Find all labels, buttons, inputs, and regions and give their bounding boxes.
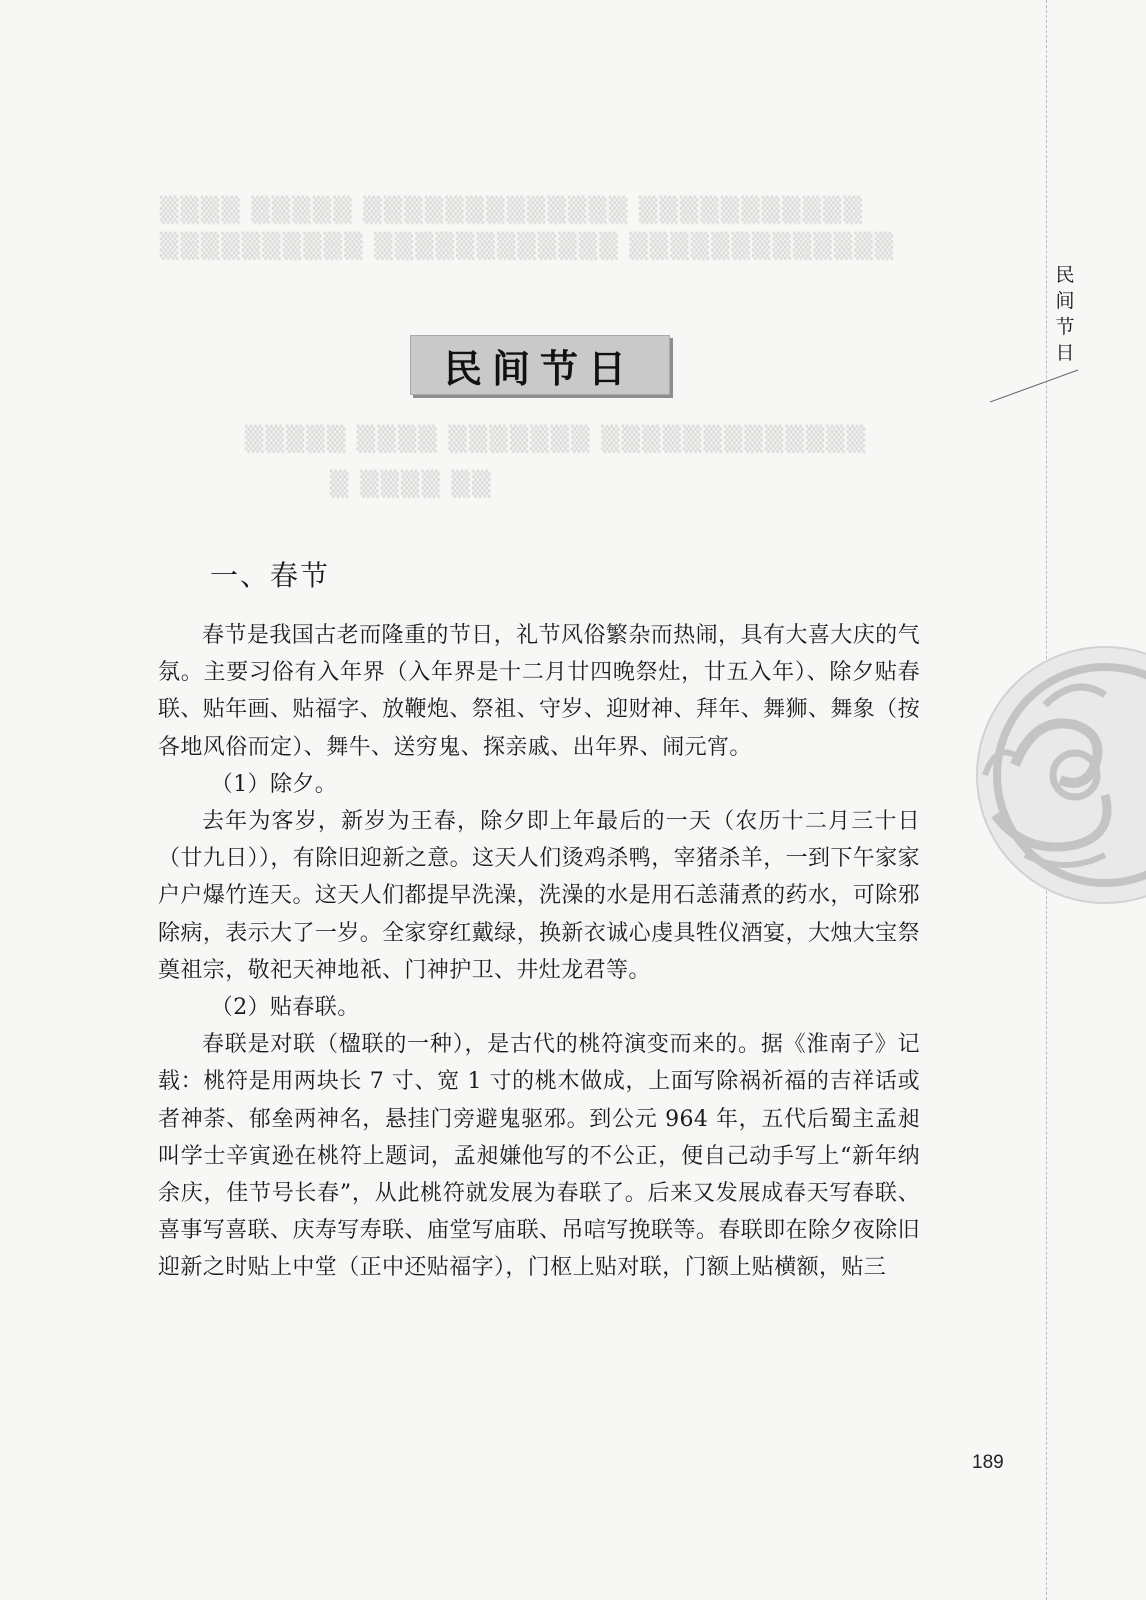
subheading-chunlian: （2）贴春联。 <box>210 995 360 1021</box>
page-number: 189 <box>972 1452 1004 1473</box>
side-tab-slash <box>990 368 1080 408</box>
side-chapter-tab: 民 间 节 日 <box>1055 264 1075 364</box>
show-through-line-3: ▒▒▒▒▒ ▒▒▒▒ ▒▒▒▒▒▒▒ ▒▒▒▒▒▒▒▒▒▒▒▒▒ <box>245 425 868 453</box>
paragraph-chuxi: 去年为客岁，新岁为王春，除夕即上年最后的一天（农历十二月三十日（廿九日）），有除旧迎新之意。这天人们烫鸡杀鸭，宰猪杀羊，一到下午家家户户爆竹连天。这天人们都提早洗澡，洗澡的水是用石恙蒲煮的药水，可除邪除病，表示大了一岁。全家穿红戴绿，换新衣诚心虔具牲仪酒宴，大烛大宝祭奠祖宗，敬祀天神地祇、门神护卫、井灶龙君等。 <box>158 809 921 983</box>
paragraph-chunlian: 春联是对联（楹联的一种），是古代的桃符演变而来的。据《淮南子》记载：桃符是用两块长 7 寸、宽 1 寸的桃木做成，上面写除祸祈福的吉祥话或者神荼、郁垒两神名，悬挂门旁避鬼驱邪。到公元 964 年，五代后蜀主孟昶叫学士辛寅逊在桃符上题词，孟昶嫌他写的不公正，便自己动手写上“新年纳余庆，佳节号长春”，从此桃符就发展为春联了。后来又发展成春天写春联、喜事写喜联、庆寿写寿联、庙堂写庙联、吊唁写挽联等。春联即在除夕夜除旧迎新之时贴上中堂（正中还贴福字），门枢上贴对联，门额上贴横额，贴三 <box>158 1032 920 1281</box>
chapter-title: 民间节日 <box>443 346 636 391</box>
chapter-title-box <box>410 335 670 395</box>
decorative-medallion-icon <box>955 645 1146 905</box>
show-through-line-1: ▒▒▒▒ ▒▒▒▒▒ ▒▒▒▒▒▒▒▒▒▒▒▒▒ ▒▒▒▒▒▒▒▒▒▒▒ <box>160 196 864 224</box>
show-through-line-2: ▒▒▒▒▒▒▒▒▒▒ ▒▒▒▒▒▒▒▒▒▒▒▒ ▒▒▒▒▒▒▒▒▒▒▒▒▒ <box>160 232 896 260</box>
subheading-chuxi: （1）除夕。 <box>210 771 338 797</box>
paragraph-intro: 春节是我国古老而隆重的节日，礼节风俗繁杂而热闹，具有大喜大庆的气氛。主要习俗有入年界（入年界是十二月廿四晚祭灶，廿五入年）、除夕贴春联、贴年画、贴福字、放鞭炮、祭祖、守岁、迎财神、拜年、舞狮、舞象（按各地风俗而定）、舞牛、送穷鬼、探亲戚、出年界、闹元宵。 <box>158 623 920 760</box>
body-text <box>158 617 920 1287</box>
show-through-line-4: ▒ ▒▒▒▒ ▒▒ <box>330 470 493 498</box>
section-heading: 一、春节 <box>210 559 331 592</box>
